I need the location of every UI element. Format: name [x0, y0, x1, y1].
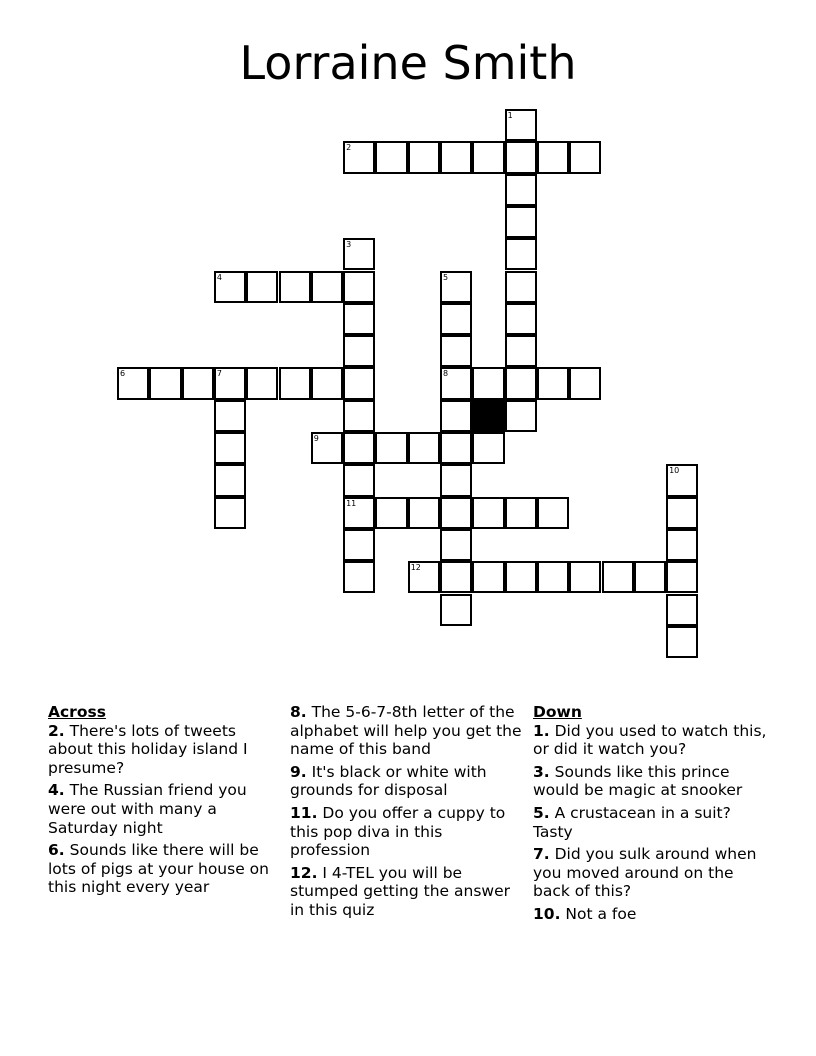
grid-cell[interactable]: [537, 367, 569, 399]
grid-cell[interactable]: [440, 400, 472, 432]
grid-cell[interactable]: [440, 271, 472, 303]
clue-down-1: 1. Did you used to watch this, or did it watch you?: [533, 721, 767, 759]
grid-cell[interactable]: [246, 271, 278, 303]
grid-cell[interactable]: [408, 141, 440, 173]
grid-cell[interactable]: [343, 497, 375, 529]
grid-cell[interactable]: [472, 141, 504, 173]
clue-across-4: 4. The Russian friend you were out with many a Saturday night: [48, 781, 247, 837]
grid-cell[interactable]: [505, 561, 537, 593]
grid-cell[interactable]: [440, 561, 472, 593]
grid-cell[interactable]: [279, 367, 311, 399]
grid-cell[interactable]: [505, 303, 537, 335]
grid-cell[interactable]: [279, 271, 311, 303]
crossword-grid: [118, 110, 718, 670]
clue-number: 7: [216, 369, 222, 379]
grid-cell[interactable]: [117, 367, 149, 399]
black-cell: [472, 400, 504, 432]
grid-cell[interactable]: [375, 141, 407, 173]
across-heading: Across: [48, 703, 106, 721]
grid-cell[interactable]: [440, 335, 472, 367]
grid-cell[interactable]: [440, 367, 472, 399]
grid-cell[interactable]: [214, 367, 246, 399]
grid-cell[interactable]: [537, 141, 569, 173]
grid-cell[interactable]: [666, 529, 698, 561]
grid-cell[interactable]: [472, 561, 504, 593]
grid-cell[interactable]: [537, 497, 569, 529]
clue-across-12: 12. I 4-TEL you will be stumped getting the answer in this quiz: [290, 863, 510, 919]
clues-across-column-2: [290, 703, 525, 924]
grid-cell[interactable]: [505, 367, 537, 399]
grid-cell[interactable]: [472, 497, 504, 529]
clue-down-7: 7. Did you sulk around when you moved around on the back of this?: [533, 845, 757, 901]
grid-cell[interactable]: [440, 464, 472, 496]
grid-cell[interactable]: [375, 497, 407, 529]
grid-cell[interactable]: [440, 594, 472, 626]
grid-cell[interactable]: [505, 271, 537, 303]
grid-cell[interactable]: [537, 561, 569, 593]
clue-number: 2: [346, 143, 352, 153]
grid-cell[interactable]: [343, 432, 375, 464]
clues-down-column: [533, 703, 768, 928]
grid-cell[interactable]: [214, 497, 246, 529]
clue-across-6: 6. Sounds like there will be lots of pigs at your house on this night every year: [48, 841, 269, 897]
clue-number: 5: [443, 272, 449, 282]
grid-cell[interactable]: [343, 367, 375, 399]
grid-cell[interactable]: [666, 497, 698, 529]
grid-cell[interactable]: [472, 367, 504, 399]
grid-cell[interactable]: [569, 367, 601, 399]
grid-cell[interactable]: [666, 464, 698, 496]
grid-cell[interactable]: [214, 400, 246, 432]
clue-number: 1: [507, 111, 513, 120]
grid-cell[interactable]: [182, 367, 214, 399]
grid-cell[interactable]: [343, 141, 375, 173]
grid-cell[interactable]: [440, 141, 472, 173]
grid-cell[interactable]: [440, 303, 472, 335]
grid-cell[interactable]: [440, 497, 472, 529]
grid-cell[interactable]: [408, 432, 440, 464]
grid-cell[interactable]: [505, 206, 537, 238]
grid-cell[interactable]: [569, 561, 601, 593]
grid-cell[interactable]: [666, 561, 698, 593]
grid-cell[interactable]: [569, 141, 601, 173]
grid-cell[interactable]: [343, 271, 375, 303]
clue-number: 11: [346, 498, 357, 508]
grid-cell[interactable]: [440, 432, 472, 464]
grid-cell[interactable]: [505, 400, 537, 432]
clues-across-column-1: [48, 703, 283, 901]
puzzle-title: Lorraine Smith: [239, 36, 577, 90]
grid-cell[interactable]: [311, 367, 343, 399]
clue-down-5: 5. A crustacean in a suit? Tasty: [533, 803, 731, 841]
down-heading: Down: [533, 703, 582, 721]
grid-cell[interactable]: [343, 303, 375, 335]
grid-cell[interactable]: [505, 238, 537, 270]
grid-cell[interactable]: [343, 400, 375, 432]
grid-cell[interactable]: [343, 464, 375, 496]
clue-down-3: 3. Sounds like this prince would be magic at snooker: [533, 762, 743, 800]
grid-cell[interactable]: [440, 529, 472, 561]
grid-cell[interactable]: [666, 626, 698, 658]
grid-cell[interactable]: [505, 109, 537, 141]
grid-cell[interactable]: [505, 335, 537, 367]
clue-number: 8: [443, 369, 449, 379]
grid-cell[interactable]: [214, 464, 246, 496]
grid-cell[interactable]: [343, 561, 375, 593]
grid-cell[interactable]: [634, 561, 666, 593]
clue-across-8: 8. The 5-6-7-8th letter of the alphabet will help you get the name of this band: [290, 703, 522, 759]
clue-number: 12: [410, 563, 421, 573]
clue-number: 6: [120, 369, 126, 379]
grid-cell[interactable]: [505, 141, 537, 173]
clue-across-11: 11. Do you offer a cuppy to this pop diva in this profession: [290, 803, 506, 860]
grid-cell[interactable]: [311, 271, 343, 303]
clue-number: 10: [669, 466, 680, 476]
clue-down-10: 10. Not a foe: [533, 904, 637, 923]
grid-cell[interactable]: [343, 335, 375, 367]
grid-cell[interactable]: [505, 174, 537, 206]
grid-cell[interactable]: [343, 238, 375, 270]
grid-cell[interactable]: [375, 432, 407, 464]
grid-cell[interactable]: [214, 432, 246, 464]
grid-cell[interactable]: [408, 561, 440, 593]
grid-cell[interactable]: [214, 271, 246, 303]
grid-cell[interactable]: [505, 497, 537, 529]
grid-cell[interactable]: [472, 432, 504, 464]
clue-across-9: 9. It's black or white with grounds for disposal: [290, 762, 487, 800]
grid-cell[interactable]: [408, 497, 440, 529]
clue-number: 9: [313, 434, 319, 443]
grid-cell[interactable]: [666, 594, 698, 626]
clue-number: 3: [346, 240, 352, 250]
grid-cell[interactable]: [149, 367, 181, 399]
clue-number: 4: [216, 272, 222, 282]
clue-across-2: 2. There's lots of tweets about this holiday island I presume?: [48, 721, 248, 777]
grid-cell[interactable]: [311, 432, 343, 464]
grid-cell[interactable]: [602, 561, 634, 593]
grid-cell[interactable]: [246, 367, 278, 399]
grid-cell[interactable]: [343, 529, 375, 561]
